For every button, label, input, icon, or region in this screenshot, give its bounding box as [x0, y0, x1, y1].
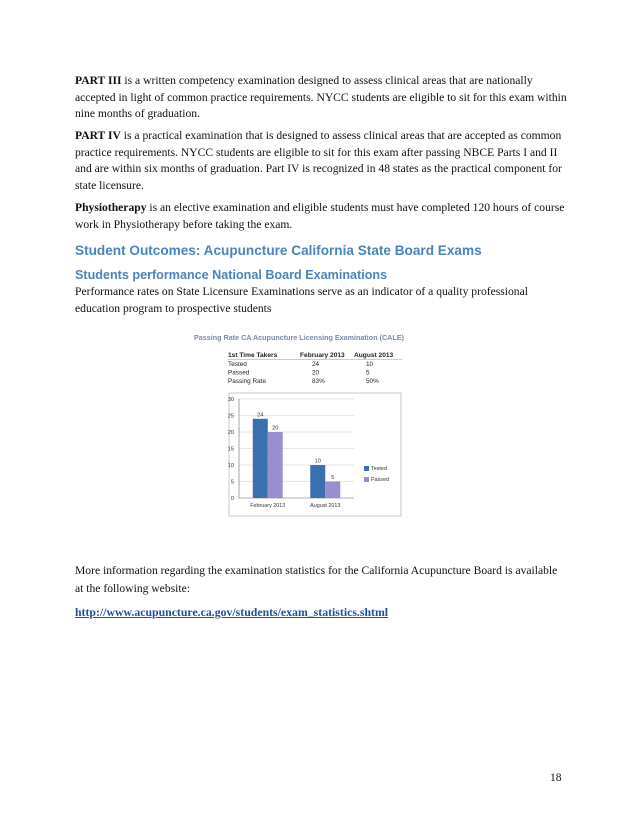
y-tick-0: 0 — [230, 496, 234, 503]
physio-lead: Physiotherapy — [75, 201, 147, 214]
table-header-2: August 2013 — [354, 352, 394, 359]
part3-paragraph — [75, 73, 567, 123]
chart-bars — [253, 412, 341, 498]
bar-passed-0 — [268, 432, 283, 498]
table-cell-2-0: Passing Rate — [228, 378, 267, 385]
passing-rate-chart — [184, 330, 424, 518]
bar-passed-1 — [325, 482, 340, 499]
table-header-0: 1st Time Takers — [228, 352, 278, 359]
table-cell-0-1: 24 — [312, 361, 320, 368]
table-cell-1-1: 20 — [312, 369, 320, 377]
table-cell-0-0: Tested — [228, 361, 247, 368]
bar-tested-0 — [253, 419, 268, 498]
table-cell-1-0: Passed — [228, 369, 250, 377]
y-tick-10: 10 — [227, 463, 234, 470]
table-cell-2-1: 83% — [312, 378, 325, 385]
legend-swatch-tested — [364, 466, 369, 471]
chart-table — [228, 352, 402, 385]
data-label-passed-1: 5 — [331, 475, 335, 481]
subsection-heading: Students performance National Board Examinations — [75, 268, 388, 282]
table-cell-2-2: 50% — [366, 378, 379, 385]
more-info-paragraph: More information regarding the examination statistics for the California Acupuncture Board is available at the following website: — [75, 564, 558, 595]
y-tick-30: 30 — [227, 397, 234, 404]
data-label-passed-0: 20 — [272, 425, 279, 432]
section-heading: Student Outcomes: Acupuncture California State Board Exams — [75, 243, 482, 258]
table-header-1: February 2013 — [300, 352, 345, 359]
part4-paragraph — [75, 128, 567, 194]
x-tick-labels — [250, 503, 340, 509]
physio-text: is an elective examination and eligible students must have completed 120 hours of course work in Physiotherapy before taking the exam. — [75, 201, 565, 231]
part3-lead: PART III — [75, 74, 122, 87]
x-tick-1: August 2013 — [310, 503, 341, 509]
bar-tested-1 — [310, 465, 325, 498]
legend-label-passed: Passed — [371, 477, 389, 483]
part4-text: is a practical examination that is designed to assess clinical areas that are accepted as common practice requirements. NYCC students are eligible to sit for this exam after passing NBCE Parts I and II and are within six months of graduation. Part IV is recognized in 48 states as the practical component for state licensure. — [75, 129, 562, 192]
page-number: 18 — [550, 772, 562, 784]
exam-statistics-link[interactable]: http://www.acupuncture.ca.gov/students/exam_statistics.shtml — [75, 605, 389, 619]
legend-swatch-passed — [364, 477, 369, 482]
legend-label-tested: Tested — [371, 466, 387, 472]
y-tick-20: 20 — [227, 430, 234, 437]
data-label-tested-1: 10 — [314, 458, 321, 465]
y-tick-15: 15 — [227, 446, 234, 453]
intro-paragraph: Performance rates on State Licensure Examinations serve as an indicator of a quality professional education program to prospective students — [75, 285, 528, 315]
part4-lead: PART IV — [75, 129, 121, 142]
chart-legend — [364, 466, 389, 483]
physio-paragraph — [75, 200, 567, 233]
x-tick-0: February 2013 — [250, 503, 286, 509]
chart-svg — [184, 330, 424, 518]
chart-title: Passing Rate CA Acupuncture Licensing Examination (CALE) — [194, 333, 404, 342]
y-tick-5: 5 — [230, 479, 234, 486]
data-label-tested-0: 24 — [257, 412, 264, 419]
table-cell-0-2: 10 — [366, 361, 374, 368]
y-tick-25: 25 — [227, 413, 234, 420]
table-cell-1-2: 5 — [366, 369, 370, 377]
part3-text: is a written competency examination designed to assess clinical areas that are nationally accepted in light of common practice requirements. NYCC students are eligible to sit for this exam within nine months of graduation. — [75, 74, 567, 120]
